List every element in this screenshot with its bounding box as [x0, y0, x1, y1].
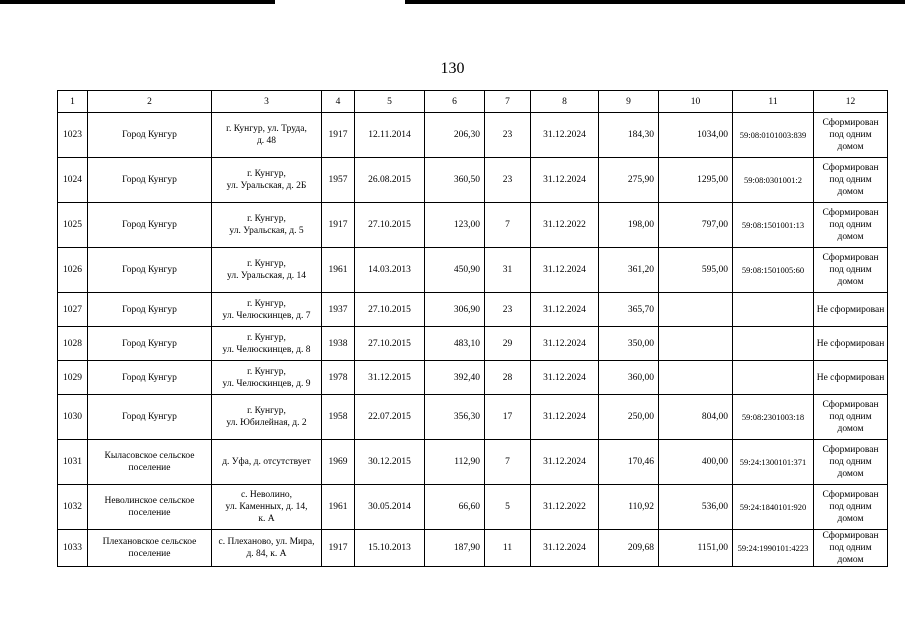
cell-land-status [814, 440, 888, 485]
cell-year: 1917 [322, 203, 355, 248]
status-line: домом [837, 142, 864, 152]
cell-land-status [814, 327, 888, 361]
cell-row-number: 1027 [58, 293, 88, 327]
address-line: г. Кунгур, [247, 298, 286, 309]
status-line: Сформирован [822, 118, 879, 128]
cell-total-area: 306,90 [425, 293, 485, 327]
address-line: г. Кунгур, [247, 332, 286, 343]
status-line: под одним [829, 265, 872, 275]
status-line: под одним [829, 502, 872, 512]
cell-land-area [659, 327, 733, 361]
cell-deadline: 31.12.2024 [531, 530, 599, 567]
address-line: с. Неволино, [240, 490, 293, 500]
column-header: 2 [88, 91, 212, 113]
table-row [58, 485, 888, 530]
cell-row-number: 1030 [58, 395, 88, 440]
cell-cadastral-number [733, 327, 814, 361]
cell-cadastral-number: 59:08:1501001:13 [733, 203, 814, 248]
cell-address [212, 395, 322, 440]
cell-settlement: Город Кунгур [88, 203, 212, 248]
cell-land-status [814, 113, 888, 158]
cell-land-area [659, 361, 733, 395]
cell-settlement: Плехановское сельское поселение [88, 530, 212, 567]
column-header: 12 [814, 91, 888, 113]
cell-deadline: 31.12.2024 [531, 293, 599, 327]
cell-address [212, 327, 322, 361]
cell-land-status [814, 395, 888, 440]
cell-total-area: 450,90 [425, 248, 485, 293]
cell-residents: 17 [485, 395, 531, 440]
cell-living-area: 110,92 [599, 485, 659, 530]
cell-date: 27.10.2015 [355, 327, 425, 361]
cell-address [212, 113, 322, 158]
table-row [58, 248, 888, 293]
cell-cadastral-number: 59:08:1501005:60 [733, 248, 814, 293]
address-line: ул. Челюскинцев, д. 8 [222, 344, 311, 355]
cell-address [212, 485, 322, 530]
status-line: под одним [829, 457, 872, 467]
cell-deadline: 31.12.2022 [531, 485, 599, 530]
address-line: г. Кунгур, [247, 169, 286, 179]
cell-total-area: 112,90 [425, 440, 485, 485]
cell-cadastral-number [733, 293, 814, 327]
cell-date: 30.05.2014 [355, 485, 425, 530]
column-header: 6 [425, 91, 485, 113]
cell-land-status [814, 530, 888, 567]
cell-settlement: Кыласовское сельское поселение [88, 440, 212, 485]
cell-year: 1937 [322, 293, 355, 327]
cell-deadline: 31.12.2024 [531, 113, 599, 158]
cell-land-area: 1034,00 [659, 113, 733, 158]
cell-date: 15.10.2013 [355, 530, 425, 567]
cell-address [212, 203, 322, 248]
table-row [58, 530, 888, 567]
cell-address [212, 361, 322, 395]
cell-living-area: 360,00 [599, 361, 659, 395]
address-line: к. А [258, 514, 275, 524]
cell-land-status [814, 248, 888, 293]
address-line: г. Кунгур, [247, 366, 286, 377]
address-line: г. Кунгур, [247, 406, 286, 416]
status-line: домом [837, 555, 864, 565]
cell-total-area: 360,50 [425, 158, 485, 203]
cell-residents: 23 [485, 293, 531, 327]
cell-living-area: 365,70 [599, 293, 659, 327]
status-line: Не сформирован [816, 372, 885, 383]
cell-residents: 5 [485, 485, 531, 530]
cell-date: 14.03.2013 [355, 248, 425, 293]
cell-year: 1957 [322, 158, 355, 203]
cell-date: 27.10.2015 [355, 203, 425, 248]
cell-settlement: Город Кунгур [88, 361, 212, 395]
cell-year: 1978 [322, 361, 355, 395]
cell-settlement: Город Кунгур [88, 395, 212, 440]
cell-year: 1969 [322, 440, 355, 485]
status-line: под одним [829, 175, 872, 185]
status-line: Сформирован [822, 490, 879, 500]
cell-settlement: Город Кунгур [88, 158, 212, 203]
cell-settlement: Город Кунгур [88, 113, 212, 158]
cell-residents: 28 [485, 361, 531, 395]
cell-residents: 7 [485, 440, 531, 485]
cell-row-number: 1025 [58, 203, 88, 248]
cell-living-area: 350,00 [599, 327, 659, 361]
column-header: 10 [659, 91, 733, 113]
table-row [58, 395, 888, 440]
scan-edge-right [405, 0, 905, 4]
cell-total-area: 187,90 [425, 530, 485, 567]
status-line: домом [837, 514, 864, 524]
cell-living-area: 209,68 [599, 530, 659, 567]
cell-land-status [814, 203, 888, 248]
status-line: Не сформирован [816, 304, 885, 315]
cell-row-number: 1028 [58, 327, 88, 361]
column-header: 7 [485, 91, 531, 113]
address-line: г. Кунгур, [247, 259, 286, 269]
cell-living-area: 361,20 [599, 248, 659, 293]
address-line: ул. Уральская, д. 14 [227, 271, 306, 281]
status-line: Сформирован [822, 253, 879, 263]
cell-living-area: 170,46 [599, 440, 659, 485]
cell-date: 27.10.2015 [355, 293, 425, 327]
cell-cadastral-number: 59:24:1990101:4223 [733, 530, 814, 567]
scan-edge-left [0, 0, 275, 4]
cell-land-area [659, 293, 733, 327]
table-row [58, 361, 888, 395]
cell-land-status [814, 293, 888, 327]
cell-year: 1917 [322, 113, 355, 158]
cell-row-number: 1032 [58, 485, 88, 530]
cell-address [212, 293, 322, 327]
cell-settlement: Город Кунгур [88, 327, 212, 361]
cell-year: 1938 [322, 327, 355, 361]
address-line: ул. Челюскинцев, д. 7 [222, 310, 311, 321]
cell-row-number: 1029 [58, 361, 88, 395]
status-line: Сформирован [822, 531, 879, 541]
cell-total-area: 206,30 [425, 113, 485, 158]
cell-deadline: 31.12.2024 [531, 395, 599, 440]
address-line: с. Плеханово, ул. Мира, [218, 537, 315, 547]
status-line: Сформирован [822, 445, 879, 455]
cell-address [212, 530, 322, 567]
cell-cadastral-number: 59:08:2301003:18 [733, 395, 814, 440]
column-header: 1 [58, 91, 88, 113]
cell-deadline: 31.12.2024 [531, 361, 599, 395]
cell-address [212, 440, 322, 485]
column-header: 8 [531, 91, 599, 113]
header-row [58, 91, 888, 113]
cell-land-status [814, 361, 888, 395]
cell-living-area: 250,00 [599, 395, 659, 440]
address-line: д. Уфа, д. отсутствует [222, 457, 311, 467]
cell-residents: 11 [485, 530, 531, 567]
cell-settlement: Город Кунгур [88, 248, 212, 293]
cell-residents: 23 [485, 158, 531, 203]
address-line: ул. Юбилейная, д. 2 [226, 418, 307, 428]
housing-registry-table [57, 90, 888, 567]
status-line: под одним [829, 543, 872, 553]
cell-land-status [814, 158, 888, 203]
cell-row-number: 1023 [58, 113, 88, 158]
status-line: домом [837, 424, 864, 434]
cell-land-area: 797,00 [659, 203, 733, 248]
column-header: 4 [322, 91, 355, 113]
cell-land-area: 536,00 [659, 485, 733, 530]
table-row [58, 158, 888, 203]
cell-row-number: 1031 [58, 440, 88, 485]
cell-row-number: 1026 [58, 248, 88, 293]
cell-deadline: 31.12.2022 [531, 203, 599, 248]
address-line: д. 48 [256, 136, 277, 146]
cell-cadastral-number: 59:08:0101003:839 [733, 113, 814, 158]
address-line: ул. Уральская, д. 2Б [226, 181, 307, 191]
cell-total-area: 123,00 [425, 203, 485, 248]
cell-settlement: Неволинское сельское поселение [88, 485, 212, 530]
cell-living-area: 198,00 [599, 203, 659, 248]
status-line: Сформирован [822, 163, 879, 173]
cell-land-area: 595,00 [659, 248, 733, 293]
status-line: домом [837, 187, 864, 197]
cell-land-area: 804,00 [659, 395, 733, 440]
status-line: домом [837, 277, 864, 287]
cell-date: 26.08.2015 [355, 158, 425, 203]
table-row [58, 203, 888, 248]
cell-total-area: 392,40 [425, 361, 485, 395]
status-line: домом [837, 232, 864, 242]
column-header: 9 [599, 91, 659, 113]
table-row [58, 327, 888, 361]
cell-living-area: 184,30 [599, 113, 659, 158]
cell-total-area: 356,30 [425, 395, 485, 440]
cell-cadastral-number [733, 361, 814, 395]
cell-deadline: 31.12.2024 [531, 158, 599, 203]
status-line: Сформирован [822, 208, 879, 218]
cell-land-area: 1295,00 [659, 158, 733, 203]
cell-deadline: 31.12.2024 [531, 248, 599, 293]
cell-deadline: 31.12.2024 [531, 440, 599, 485]
column-header: 3 [212, 91, 322, 113]
cell-deadline: 31.12.2024 [531, 327, 599, 361]
status-line: под одним [829, 220, 872, 230]
address-line: г. Кунгур, ул. Труда, [226, 124, 307, 134]
cell-total-area: 66,60 [425, 485, 485, 530]
column-header: 5 [355, 91, 425, 113]
cell-year: 1961 [322, 248, 355, 293]
cell-settlement: Город Кунгур [88, 293, 212, 327]
table-body [58, 91, 888, 567]
table-row [58, 440, 888, 485]
address-line: ул. Каменных, д. 14, [225, 502, 308, 512]
cell-row-number: 1024 [58, 158, 88, 203]
page-number: 130 [440, 60, 465, 77]
status-line: под одним [829, 412, 872, 422]
cell-row-number: 1033 [58, 530, 88, 567]
cell-date: 22.07.2015 [355, 395, 425, 440]
status-line: Не сформирован [816, 338, 885, 349]
cell-address [212, 158, 322, 203]
column-header: 11 [733, 91, 814, 113]
cell-residents: 29 [485, 327, 531, 361]
cell-date: 30.12.2015 [355, 440, 425, 485]
cell-land-area: 400,00 [659, 440, 733, 485]
cell-year: 1961 [322, 485, 355, 530]
address-line: ул. Уральская, д. 5 [229, 226, 304, 236]
table-row [58, 113, 888, 158]
cell-total-area: 483,10 [425, 327, 485, 361]
address-line: ул. Челюскинцев, д. 9 [222, 378, 311, 389]
cell-date: 12.11.2014 [355, 113, 425, 158]
cell-residents: 31 [485, 248, 531, 293]
cell-land-status [814, 485, 888, 530]
cell-residents: 23 [485, 113, 531, 158]
cell-date: 31.12.2015 [355, 361, 425, 395]
cell-land-area: 1151,00 [659, 530, 733, 567]
cell-cadastral-number: 59:08:0301001:2 [733, 158, 814, 203]
cell-address [212, 248, 322, 293]
cell-living-area: 275,90 [599, 158, 659, 203]
address-line: д. 84, к. А [246, 549, 287, 559]
cell-year: 1958 [322, 395, 355, 440]
cell-cadastral-number: 59:24:1300101:371 [733, 440, 814, 485]
status-line: домом [837, 469, 864, 479]
cell-year: 1917 [322, 530, 355, 567]
status-line: под одним [829, 130, 872, 140]
cell-residents: 7 [485, 203, 531, 248]
table-row [58, 293, 888, 327]
cell-cadastral-number: 59:24:1840101:920 [733, 485, 814, 530]
status-line: Сформирован [822, 400, 879, 410]
address-line: г. Кунгур, [247, 214, 286, 224]
